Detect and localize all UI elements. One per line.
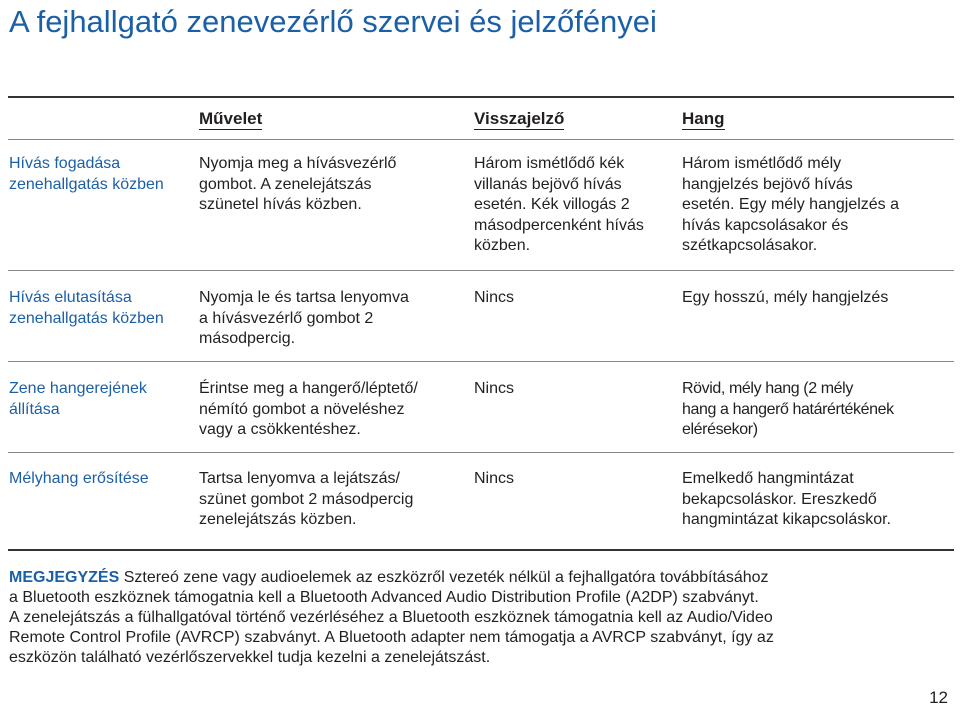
page-number: 12 [929, 688, 948, 707]
page-title: A fejhallgató zenevezérlő szervei és jelzőfényei [9, 4, 657, 39]
row-action: Érintse meg a hangerő/léptető/ némító gombot a növeléshez vagy a csökkentéshez. [199, 380, 418, 438]
row-action: Nyomja le és tartsa lenyomva a hívásvezérlő gombot 2 másodpercig. [199, 289, 409, 347]
row-sound: Három ismétlődő mély hangjelzés bejövő hívás esetén. Egy mély hangjelzés a hívás kapcsolásakor és szétkapcsolásakor. [682, 155, 900, 254]
row-divider [8, 270, 954, 271]
row-indicator: Nincs [474, 289, 515, 306]
note-text: Sztereó zene vagy audioelemek az eszközről vezeték nélkül a fejhallgatóra továbbításához [119, 569, 769, 586]
note-line [9, 568, 949, 588]
column-header-sound-label: Hang [682, 109, 725, 128]
column-header-action [199, 109, 262, 130]
header-rule [8, 139, 954, 140]
row-action: Nyomja meg a hívásvezérlő gombot. A zenelejátszás szünetel hívás közben. [199, 155, 397, 213]
row-divider [8, 361, 954, 362]
note-line: eszközön található vezérlőszervekkel tudja kezelni a zenelejátszást. [9, 649, 491, 666]
note-line: Remote Control Profile (AVRCP) szabványt. A Bluetooth adapter nem támogatja a AVRCP szabványt, így az [9, 629, 774, 646]
row-indicator: Három ismétlődő kék villanás bejövő hívás esetén. Kék villogás 2 másodpercenként hívás közben. [474, 155, 644, 254]
table-top-rule [8, 96, 954, 98]
note-label: MEGJEGYZÉS [9, 569, 120, 586]
column-header-sound [682, 109, 725, 130]
row-sound: Rövid, mély hang (2 mély hang a hangerő határértékének elérésekor) [682, 380, 894, 438]
row-sound: Egy hosszú, mély hangjelzés [682, 289, 889, 306]
row-feature: Hívás fogadása zenehallgatás közben [9, 155, 164, 193]
note-line: A zenelejátszás a fülhallgatóval történő vezérléséhez a Bluetooth eszköznek támogatnia kell az Audio/Video [9, 609, 773, 626]
row-indicator: Nincs [474, 380, 515, 397]
note [9, 568, 949, 668]
note-line: a Bluetooth eszköznek támogatnia kell a Bluetooth Advanced Audio Distribution Profile (A2DP) szabványt. [9, 589, 759, 606]
table-bottom-rule [8, 549, 954, 551]
row-divider [8, 452, 954, 453]
row-feature: Mélyhang erősítése [9, 470, 149, 487]
row-feature: Hívás elutasítása zenehallgatás közben [9, 289, 164, 327]
column-header-action-label: Művelet [199, 109, 263, 128]
row-indicator: Nincs [474, 470, 515, 487]
column-header-indicator-label: Visszajelző [474, 109, 565, 128]
row-action: Tartsa lenyomva a lejátszás/ szünet gombot 2 másodpercig zenelejátszás közben. [199, 470, 414, 528]
row-feature: Zene hangerejének állítása [9, 380, 147, 418]
row-sound: Emelkedő hangmintázat bekapcsoláskor. Ereszkedő hangmintázat kikapcsoláskor. [682, 470, 891, 528]
column-header-indicator [474, 109, 564, 130]
